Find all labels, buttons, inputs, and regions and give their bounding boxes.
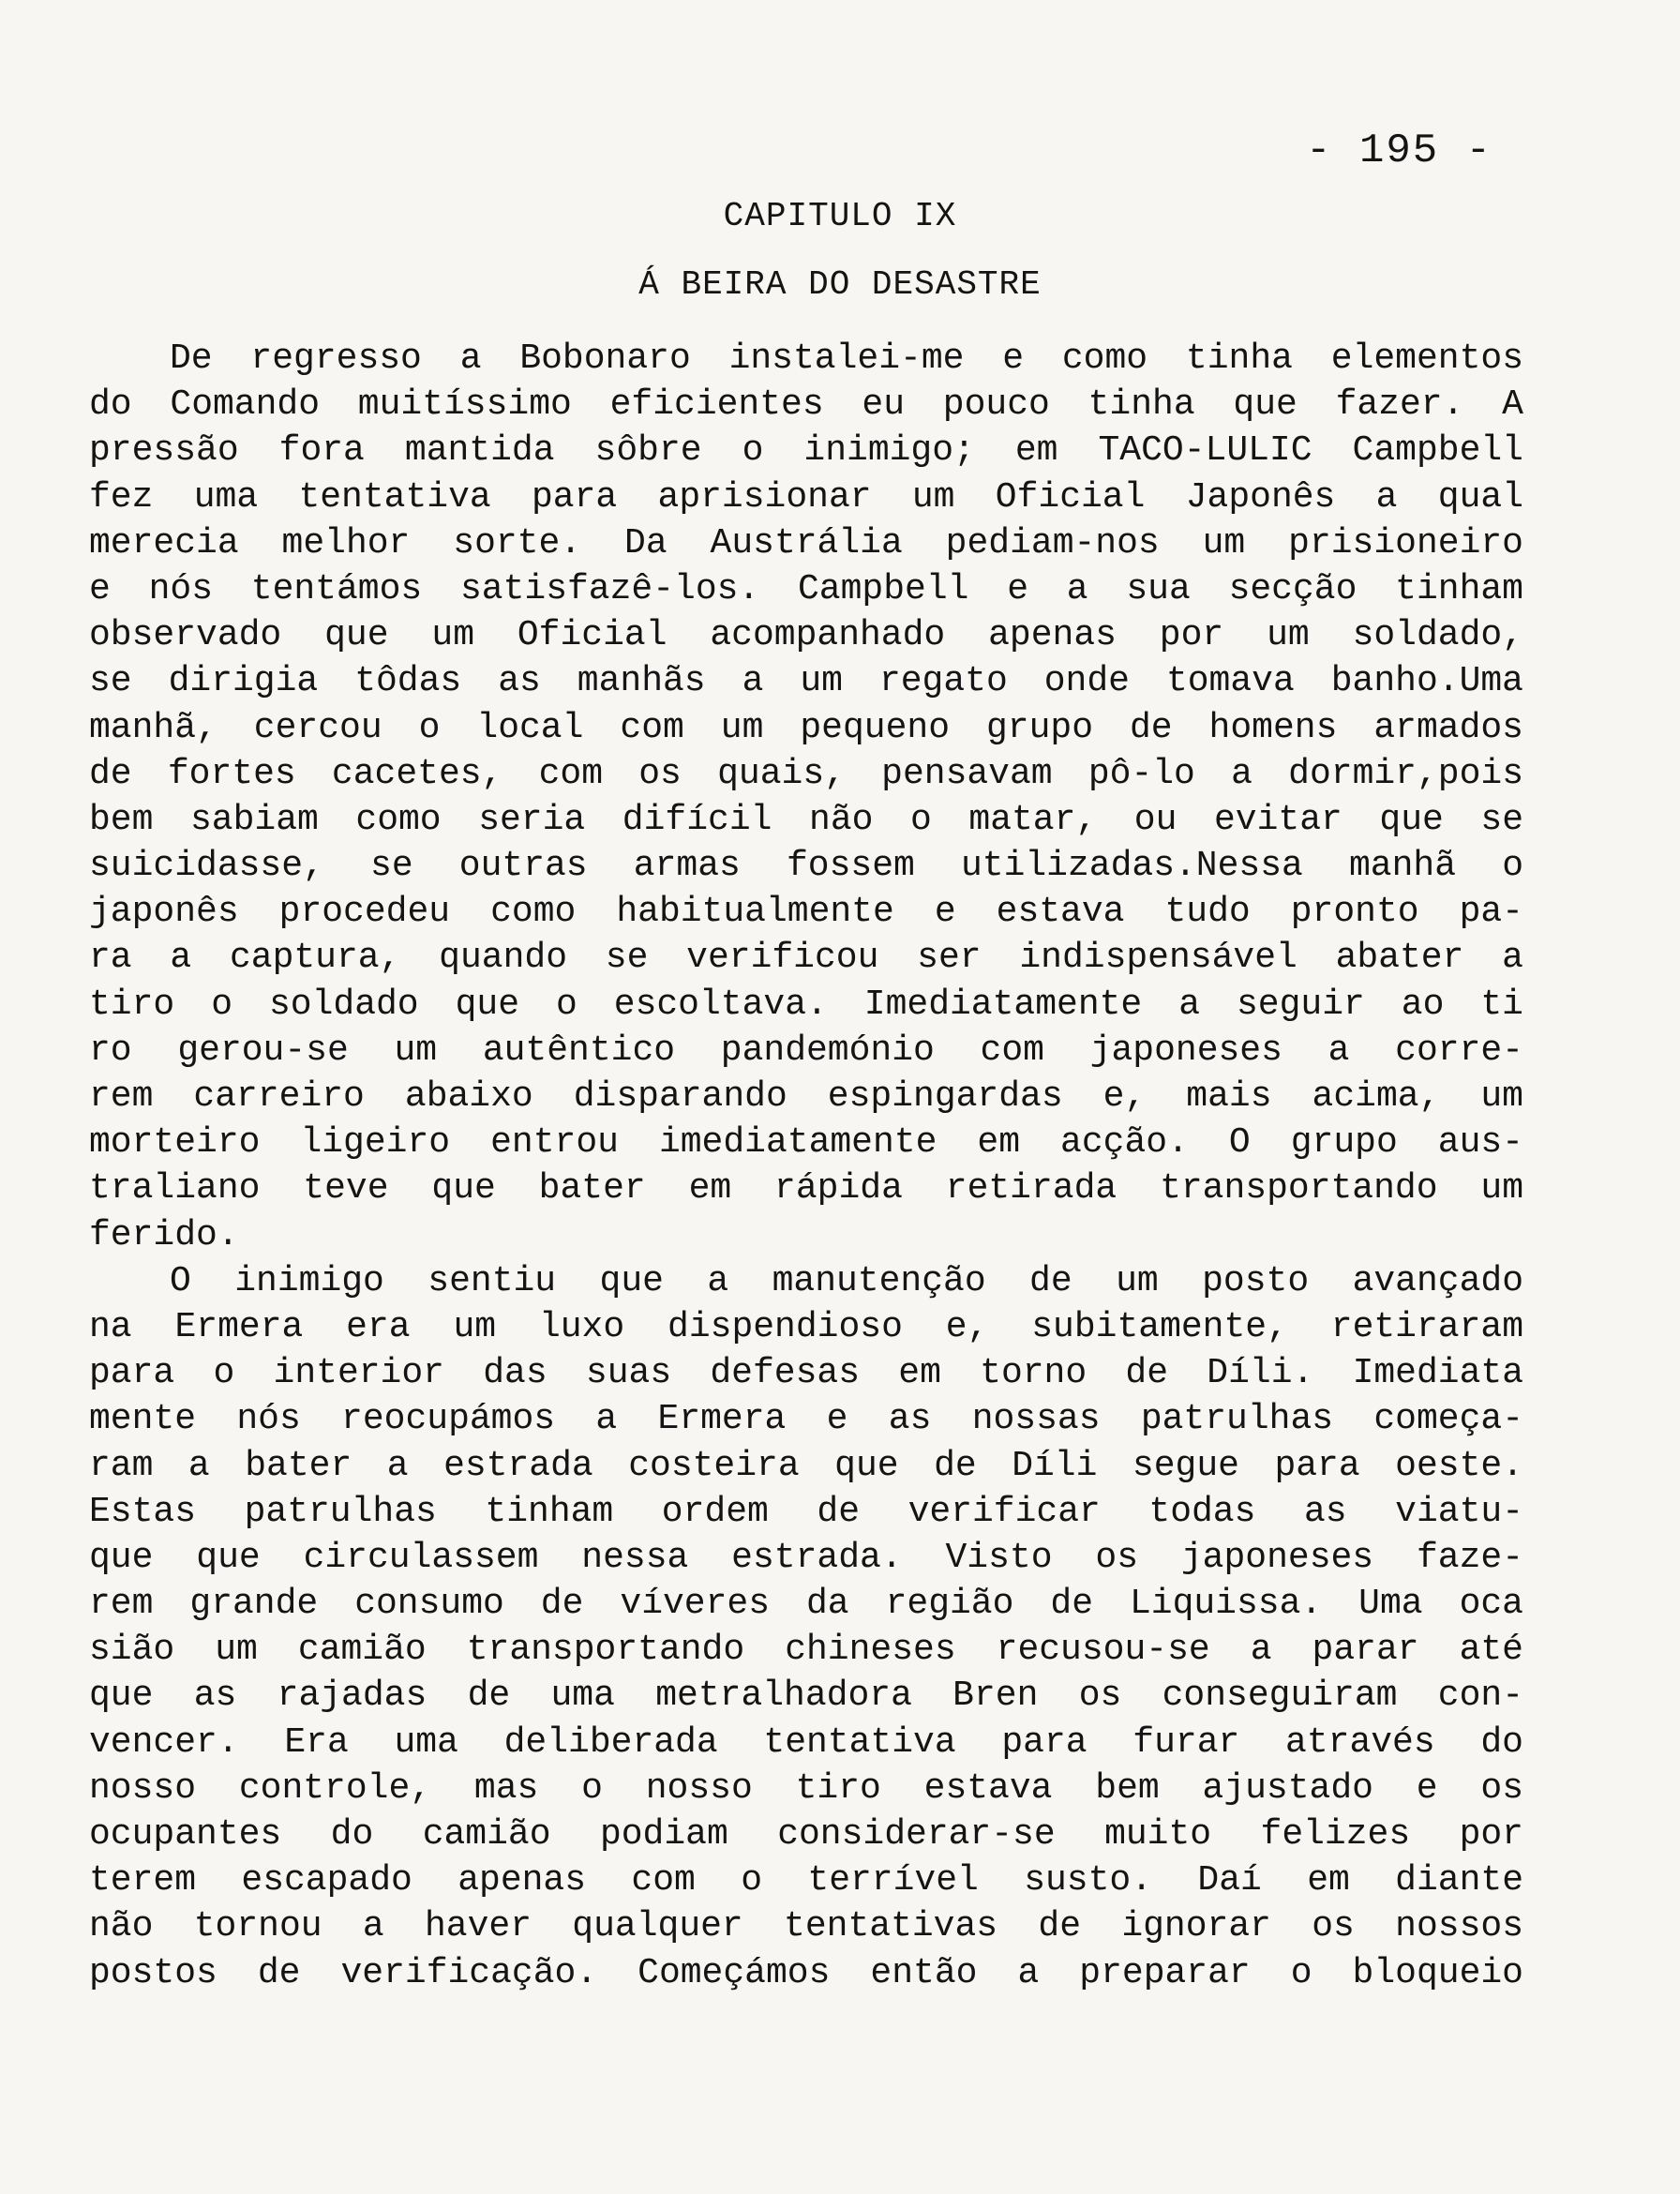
body-text [89, 336, 1523, 1996]
text-line: ra a captura, quando se verificou ser indispensável abater a [89, 938, 1523, 979]
text-line: observado que um Oficial acompanhado apenas por um soldado, [89, 615, 1523, 656]
text-line: suicidasse, se outras armas fossem utilizadas.Nessa manhã o [89, 846, 1523, 887]
paragraph-2 [89, 1258, 1523, 1996]
chapter-label: CAPITULO IX [723, 197, 957, 235]
text-line: postos de verificação. Começámos então a preparar o bloqueio [89, 1952, 1523, 1993]
text-line: ferido. [89, 1214, 239, 1255]
text-line: mente nós reocupámos a Ermera e as nossas patrulhas começa- [89, 1399, 1523, 1440]
text-line: O inimigo sentiu que a manutenção de um posto avançado [170, 1260, 1523, 1301]
text-line: bem sabiam como seria difícil não o matar, ou evitar que se [89, 799, 1523, 840]
text-line: de fortes cacetes, com os quais, pensavam pô-lo a dormir,pois [89, 753, 1523, 794]
text-line: ram a bater a estrada costeira que de Díli segue para oeste. [89, 1445, 1523, 1486]
text-line: rem grande consumo de víveres da região de Liquissa. Uma oca [89, 1584, 1523, 1625]
text-line: rem carreiro abaixo disparando espingardas e, mais acima, um [89, 1076, 1523, 1117]
text-line: e nós tentámos satisfazê-los. Campbell e a sua secção tinham [89, 568, 1523, 609]
text-line: na Ermera era um luxo dispendioso e, subitamente, retiraram [89, 1306, 1523, 1347]
text-line: sião um camião transportando chineses recusou-se a parar até [89, 1630, 1523, 1671]
text-line: merecia melhor sorte. Da Austrália pediam-nos um prisioneiro [89, 522, 1523, 564]
text-line: se dirigia tôdas as manhãs a um regato onde tomava banho.Uma [89, 661, 1523, 702]
text-line: ocupantes do camião podiam considerar-se muito felizes por [89, 1814, 1523, 1855]
text-line: que que circulassem nessa estrada. Visto os japoneses faze- [89, 1537, 1523, 1578]
text-line: morteiro ligeiro entrou imediatamente em acção. O grupo aus- [89, 1122, 1523, 1164]
text-line: para o interior das suas defesas em torno de Díli. Imediata [89, 1353, 1523, 1394]
text-line: nosso controle, mas o nosso tiro estava bem ajustado e os [89, 1767, 1523, 1809]
page-number: - 195 - [1306, 128, 1492, 174]
text-line: vencer. Era uma deliberada tentativa para furar através do [89, 1721, 1523, 1763]
text-line: pressão fora mantida sôbre o inimigo; em TACO-LULIC Campbell [89, 430, 1523, 472]
text-line: ro gerou-se um autêntico pandemónio com japoneses a corre- [89, 1029, 1523, 1071]
text-line: Estas patrulhas tinham ordem de verificar todas as viatu- [89, 1491, 1523, 1532]
text-line: japonês procedeu como habitualmente e estava tudo pronto pa- [89, 892, 1523, 933]
paragraph-1 [89, 336, 1523, 1258]
text-line: do Comando muitíssimo eficientes eu pouco tinha que fazer. A [89, 384, 1523, 426]
text-line: que as rajadas de uma metralhadora Bren os conseguiram con- [89, 1676, 1523, 1717]
text-line: terem escapado apenas com o terrível susto. Daí em diante [89, 1860, 1523, 1901]
text-line: manhã, cercou o local com um pequeno grupo de homens armados [89, 707, 1523, 748]
text-line: não tornou a haver qualquer tentativas de ignorar os nossos [89, 1906, 1523, 1947]
text-line: De regresso a Bobonaro instalei-me e como tinha elementos [170, 338, 1523, 379]
text-line: tiro o soldado que o escoltava. Imediatamente a seguir ao ti [89, 984, 1523, 1025]
text-line: fez uma tentativa para aprisionar um Oficial Japonês a qual [89, 476, 1523, 518]
text-line: traliano teve que bater em rápida retirada transportando um [89, 1168, 1523, 1210]
chapter-title: Á BEIRA DO DESASTRE [638, 265, 1042, 304]
